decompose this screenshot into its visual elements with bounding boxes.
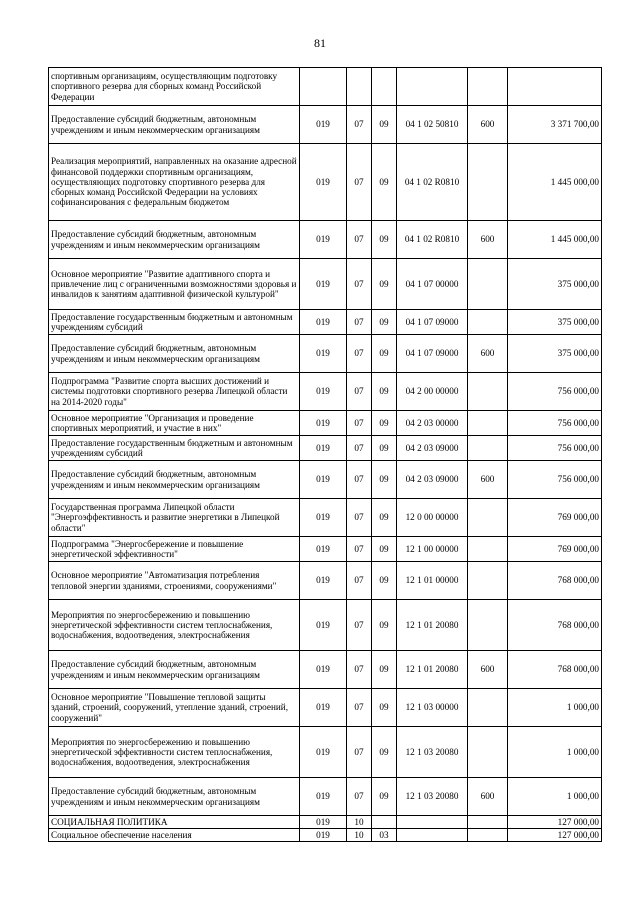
table-cell-pr: 09 <box>372 259 397 310</box>
table-cell-csr <box>397 829 468 842</box>
table-cell-sum: 769 000,00 <box>508 537 602 562</box>
table-cell-pr: 09 <box>372 411 397 436</box>
table-cell-pr: 09 <box>372 106 397 144</box>
table-row <box>49 651 602 689</box>
table-cell-csr: 12 1 01 00000 <box>397 562 468 600</box>
table-cell-vr: 600 <box>468 335 508 373</box>
table-cell-sum: 375 000,00 <box>508 310 602 335</box>
table-cell-sum <box>508 68 602 106</box>
table-cell-ved: 019 <box>300 816 347 829</box>
table-cell-vr <box>468 310 508 335</box>
table-cell-sum: 3 371 700,00 <box>508 106 602 144</box>
table-cell-pr: 09 <box>372 436 397 461</box>
table-cell-name: Мероприятия по энергосбережению и повышению энергетической эффективности систем теплоснабжения, водоснабжения, водоотведения, электроснабжения <box>49 727 300 778</box>
table-cell-ved: 019 <box>300 411 347 436</box>
table-row <box>49 778 602 816</box>
table-cell-csr: 04 1 07 09000 <box>397 335 468 373</box>
table-cell-sum: 1 000,00 <box>508 689 602 727</box>
table-cell-name: Предоставление субсидий бюджетным, автономным учреждениям и иным некоммерческим организациям <box>49 335 300 373</box>
table-cell-rz: 07 <box>347 651 372 689</box>
table-cell-vr <box>468 727 508 778</box>
table-cell-sum: 756 000,00 <box>508 373 602 411</box>
table-cell-sum: 375 000,00 <box>508 335 602 373</box>
table-cell-rz: 07 <box>347 461 372 499</box>
table-row <box>49 600 602 651</box>
table-cell-vr <box>468 68 508 106</box>
table-cell-csr: 12 1 03 00000 <box>397 689 468 727</box>
table-cell-csr: 04 1 07 09000 <box>397 310 468 335</box>
table-cell-pr: 09 <box>372 562 397 600</box>
table-cell-ved: 019 <box>300 689 347 727</box>
table-cell-vr <box>468 689 508 727</box>
table-cell-name: Подпрограмма "Энергосбережение и повышение энергетической эффективности" <box>49 537 300 562</box>
table-cell-pr: 09 <box>372 461 397 499</box>
table-cell-csr: 04 1 02 R0810 <box>397 144 468 221</box>
table-cell-vr <box>468 144 508 221</box>
table-cell-vr: 600 <box>468 106 508 144</box>
table-cell-name: спортивным организациям, осуществляющим подготовку спортивного резерва для сборных команд Российской Федерации <box>49 68 300 106</box>
table-row <box>49 310 602 335</box>
table-cell-csr: 12 1 01 20080 <box>397 651 468 689</box>
table-cell-ved: 019 <box>300 310 347 335</box>
table-cell-ved: 019 <box>300 778 347 816</box>
table-cell-ved: 019 <box>300 600 347 651</box>
table-row <box>49 816 602 829</box>
table-cell-vr <box>468 600 508 651</box>
table-row <box>49 727 602 778</box>
table-cell-name: Предоставление субсидий бюджетным, автономным учреждениям и иным некоммерческим организациям <box>49 778 300 816</box>
table-cell-pr: 09 <box>372 310 397 335</box>
table-cell-csr: 04 2 03 00000 <box>397 411 468 436</box>
table-cell-sum: 756 000,00 <box>508 411 602 436</box>
table-cell-rz: 07 <box>347 221 372 259</box>
table-row <box>49 436 602 461</box>
table-cell-pr: 09 <box>372 689 397 727</box>
table-row <box>49 537 602 562</box>
table-cell-pr <box>372 68 397 106</box>
table-cell-rz: 07 <box>347 600 372 651</box>
table-cell-vr <box>468 816 508 829</box>
table-cell-name: Основное мероприятие "Организация и проведение спортивных мероприятий, и участие в них" <box>49 411 300 436</box>
table-cell-vr <box>468 829 508 842</box>
table-cell-ved: 019 <box>300 562 347 600</box>
table-cell-pr <box>372 816 397 829</box>
table-cell-pr: 09 <box>372 600 397 651</box>
table-cell-rz: 07 <box>347 436 372 461</box>
table-cell-ved: 019 <box>300 259 347 310</box>
table-cell-vr: 600 <box>468 221 508 259</box>
table-row <box>49 259 602 310</box>
table-cell-pr: 09 <box>372 221 397 259</box>
table-cell-sum: 127 000,00 <box>508 816 602 829</box>
table-cell-vr <box>468 499 508 537</box>
table-cell-csr: 04 1 02 R0810 <box>397 221 468 259</box>
table-cell-name: Предоставление государственным бюджетным и автономным учреждениям субсидий <box>49 436 300 461</box>
table-cell-rz: 07 <box>347 778 372 816</box>
table-cell-csr: 12 0 00 00000 <box>397 499 468 537</box>
table-cell-rz: 07 <box>347 106 372 144</box>
table-cell-ved: 019 <box>300 829 347 842</box>
table-cell-sum: 768 000,00 <box>508 600 602 651</box>
table-cell-vr <box>468 537 508 562</box>
table-row <box>49 68 602 106</box>
table-row <box>49 689 602 727</box>
table-cell-vr: 600 <box>468 651 508 689</box>
table-cell-name: Государственная программа Липецкой области "Энергоэффективность и развитие энергетики в Липецкой области" <box>49 499 300 537</box>
table-cell-vr <box>468 373 508 411</box>
table-cell-sum: 769 000,00 <box>508 499 602 537</box>
budget-table <box>48 67 602 842</box>
table-cell-csr: 12 1 03 20080 <box>397 778 468 816</box>
table-cell-rz: 07 <box>347 310 372 335</box>
table-cell-pr: 09 <box>372 335 397 373</box>
table-cell-sum: 1 000,00 <box>508 778 602 816</box>
table-cell-sum: 768 000,00 <box>508 562 602 600</box>
table-cell-rz: 07 <box>347 562 372 600</box>
table-cell-vr: 600 <box>468 461 508 499</box>
table-cell-pr: 09 <box>372 651 397 689</box>
page-number: 81 <box>314 36 326 50</box>
table-cell-rz <box>347 68 372 106</box>
table-cell-pr: 09 <box>372 537 397 562</box>
table-row <box>49 411 602 436</box>
table-cell-pr: 09 <box>372 727 397 778</box>
table-cell-rz: 07 <box>347 259 372 310</box>
table-cell-csr: 12 1 00 00000 <box>397 537 468 562</box>
table-cell-name: Основное мероприятие "Развитие адаптивного спорта и привлечение лиц с ограниченными возможностями здоровья и инвалидов к занятиям адаптивной физической культурой" <box>49 259 300 310</box>
table-cell-csr <box>397 816 468 829</box>
table-cell-ved: 019 <box>300 537 347 562</box>
table-cell-pr: 09 <box>372 499 397 537</box>
table-cell-vr: 600 <box>468 778 508 816</box>
table-cell-sum: 375 000,00 <box>508 259 602 310</box>
table-cell-csr: 04 1 02 50810 <box>397 106 468 144</box>
table-row <box>49 373 602 411</box>
table-row <box>49 499 602 537</box>
table-cell-sum: 1 000,00 <box>508 727 602 778</box>
table-cell-ved: 019 <box>300 651 347 689</box>
table-cell-name: Предоставление субсидий бюджетным, автономным учреждениям и иным некоммерческим организациям <box>49 221 300 259</box>
table-cell-sum: 756 000,00 <box>508 436 602 461</box>
table-cell-rz: 10 <box>347 829 372 842</box>
table-cell-csr: 04 1 07 00000 <box>397 259 468 310</box>
table-cell-ved: 019 <box>300 106 347 144</box>
table-cell-name: Предоставление субсидий бюджетным, автономным учреждениям и иным некоммерческим организациям <box>49 651 300 689</box>
table-row <box>49 829 602 842</box>
table-cell-vr <box>468 259 508 310</box>
table-cell-rz: 07 <box>347 373 372 411</box>
table-cell-ved: 019 <box>300 727 347 778</box>
table-row <box>49 144 602 221</box>
table-cell-sum: 1 445 000,00 <box>508 144 602 221</box>
table-cell-pr: 09 <box>372 144 397 221</box>
table-cell-rz: 07 <box>347 537 372 562</box>
table-cell-csr: 04 2 03 09000 <box>397 461 468 499</box>
table-cell-sum: 127 000,00 <box>508 829 602 842</box>
table-cell-pr: 09 <box>372 778 397 816</box>
table-cell-rz: 07 <box>347 335 372 373</box>
table-cell-vr <box>468 562 508 600</box>
table-cell-name: Мероприятия по энергосбережению и повышению энергетической эффективности систем теплоснабжения, водоснабжения, водоотведения, электроснабжения <box>49 600 300 651</box>
table-row <box>49 106 602 144</box>
table-cell-rz: 07 <box>347 727 372 778</box>
table-cell-sum: 756 000,00 <box>508 461 602 499</box>
table-row <box>49 461 602 499</box>
table-cell-name: Основное мероприятие "Повышение тепловой защиты зданий, строений, сооружений, утепление зданий, строений, сооружений" <box>49 689 300 727</box>
table-cell-name: Основное мероприятие "Автоматизация потребления тепловой энергии зданиями, строениями, сооружениями" <box>49 562 300 600</box>
table-cell-ved: 019 <box>300 335 347 373</box>
table-cell-name: Подпрограмма "Развитие спорта высших достижений и системы подготовки спортивного резерва Липецкой области на 2014-2020 годы" <box>49 373 300 411</box>
table-cell-sum: 1 445 000,00 <box>508 221 602 259</box>
table-cell-pr: 09 <box>372 373 397 411</box>
table-row <box>49 562 602 600</box>
table-row <box>49 335 602 373</box>
table-cell-name: Предоставление субсидий бюджетным, автономным учреждениям и иным некоммерческим организациям <box>49 461 300 499</box>
table-cell-vr <box>468 411 508 436</box>
table-cell-ved <box>300 68 347 106</box>
table-cell-csr: 04 2 03 09000 <box>397 436 468 461</box>
table-cell-name: Социальное обеспечение населения <box>49 829 300 842</box>
table-cell-ved: 019 <box>300 499 347 537</box>
table-cell-ved: 019 <box>300 436 347 461</box>
table-cell-ved: 019 <box>300 144 347 221</box>
table-cell-vr <box>468 436 508 461</box>
table-cell-ved: 019 <box>300 373 347 411</box>
table-cell-rz: 07 <box>347 499 372 537</box>
table-cell-rz: 07 <box>347 689 372 727</box>
table-cell-sum: 768 000,00 <box>508 651 602 689</box>
table-cell-rz: 07 <box>347 411 372 436</box>
table-cell-rz: 10 <box>347 816 372 829</box>
table-cell-name: Предоставление государственным бюджетным и автономным учреждениям субсидий <box>49 310 300 335</box>
table-cell-pr: 03 <box>372 829 397 842</box>
table-cell-name: СОЦИАЛЬНАЯ ПОЛИТИКА <box>49 816 300 829</box>
table-cell-csr: 04 2 00 00000 <box>397 373 468 411</box>
table-cell-name: Реализация мероприятий, направленных на оказание адресной финансовой поддержки спортивным организациям, осуществляющих подготовку спортивного резерва для сборных команд Российской Федерации на условиях софинансирования с федеральным бюджетом <box>49 144 300 221</box>
table-cell-ved: 019 <box>300 221 347 259</box>
table-row <box>49 221 602 259</box>
table-cell-ved: 019 <box>300 461 347 499</box>
table-cell-name: Предоставление субсидий бюджетным, автономным учреждениям и иным некоммерческим организациям <box>49 106 300 144</box>
table-cell-csr: 12 1 01 20080 <box>397 600 468 651</box>
table-cell-csr <box>397 68 468 106</box>
table-cell-rz: 07 <box>347 144 372 221</box>
table-cell-csr: 12 1 03 20080 <box>397 727 468 778</box>
